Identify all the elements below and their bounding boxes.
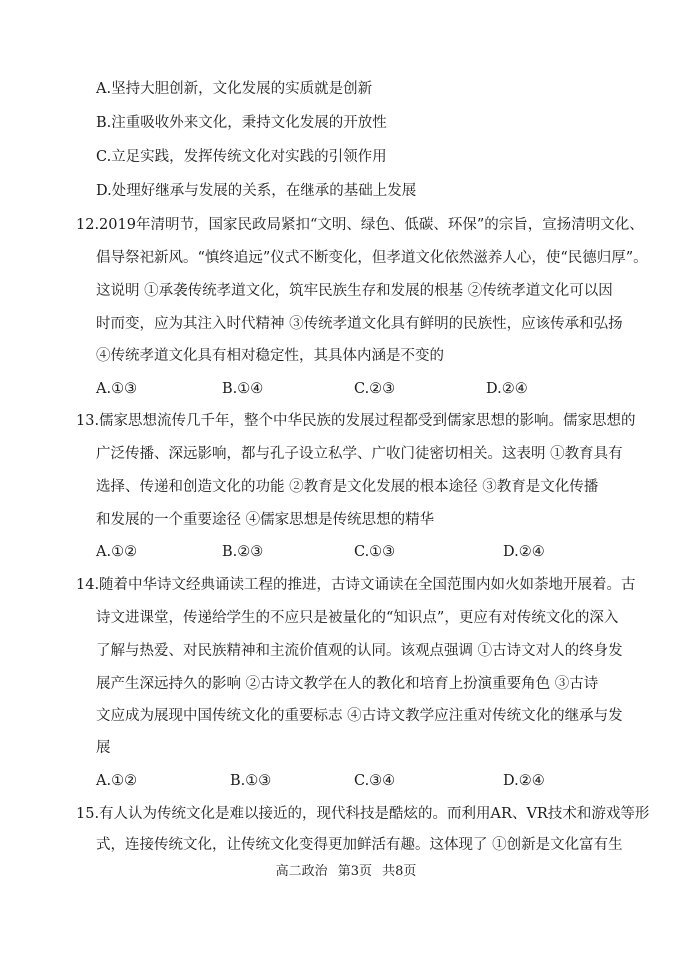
- q12-choice-b: B.①④: [222, 381, 264, 397]
- q13-stem-line: 选择、传递和创造文化的功能 ②教育是文化发展的根本途径 ③教育是文化传播: [96, 479, 599, 495]
- q12-stem-line: 这说明 ①承袭传统孝道文化，筑牢民族生存和发展的根基 ②传统孝道文化可以因: [96, 283, 613, 299]
- q11-option-a: A.坚持大胆创新，文化发展的实质就是创新: [96, 81, 373, 97]
- q12-stem-line: ④传统孝道文化具有相对稳定性，其具体内涵是不变的: [96, 348, 444, 364]
- q13-choice-a: A.①②: [96, 544, 138, 560]
- q13-choice-c: C.①③: [354, 544, 396, 560]
- q12-choice-d: D.②④: [486, 381, 528, 397]
- q14-stem-line: 文应成为展现中国传统文化的重要标志 ④古诗文教学应注重对传统文化的继承与发: [96, 708, 623, 724]
- q13-choice-d: D.②④: [503, 544, 545, 560]
- q13-choice-b: B.②③: [222, 544, 264, 560]
- q14-stem-line: 展产生深远持久的影响 ②古诗文教学在人的教化和培育上扮演重要角色 ③古诗: [96, 676, 599, 692]
- q11-option-b: B.注重吸收外来文化，秉持文化发展的开放性: [96, 115, 387, 131]
- q11-option-c: C.立足实践，发挥传统文化对实践的引领作用: [96, 149, 387, 165]
- q11-option-d: D.处理好继承与发展的关系，在继承的基础上发展: [96, 183, 417, 199]
- q14-choice-d: D.②④: [503, 773, 545, 789]
- q15-stem-line: 15.有人认为传统文化是难以接近的，现代科技是酷炫的。而利用AR、VR技术和游戏等形: [76, 806, 650, 822]
- q12-choice-a: A.①③: [96, 381, 138, 397]
- q12-stem-line: 时而变，应为其注入时代精神 ③传统孝道文化具有鲜明的民族性，应该传承和弘扬: [96, 316, 623, 332]
- q13-stem-line: 13.儒家思想流传几千年，整个中华民族的发展过程都受到儒家思想的影响。儒家思想的: [76, 413, 636, 429]
- q14-stem-line: 展: [96, 740, 111, 756]
- q14-stem-line: 14.随着中华诗文经典诵读工程的推进，古诗文诵读在全国范围内如火如荼地开展着。古: [76, 577, 636, 593]
- q12-choice-c: C.②③: [354, 381, 396, 397]
- q14-stem-line: 了解与热爱、对民族精神和主流价值观的认同。该观点强调 ①古诗文对人的终身发: [96, 643, 623, 659]
- q14-choice-b: B.①③: [230, 773, 272, 789]
- page-footer: 高二政治 第3页 共8页: [275, 864, 417, 879]
- q15-stem-line: 式，连接传统文化，让传统文化变得更加鲜活有趣。这体现了 ①创新是文化富有生: [96, 837, 623, 853]
- q14-choice-a: A.①②: [96, 773, 138, 789]
- q14-choice-c: C.③④: [354, 773, 396, 789]
- q12-stem-line: 12.2019年清明节，国家民政局紧扣“文明、绿色、低碳、环保”的宗旨，宣扬清明文化、: [76, 217, 644, 233]
- q13-stem-line: 和发展的一个重要途径 ④儒家思想是传统思想的精华: [96, 512, 435, 528]
- q14-stem-line: 诗文进课堂，传递给学生的不应只是被量化的“知识点”，更应有对传统文化的深入: [96, 610, 619, 626]
- q12-stem-line: 倡导祭祀新风。“慎终追远”仪式不断变化，但孝道文化依然滋养人心，使“民德归厚”。: [96, 250, 648, 266]
- q13-stem-line: 广泛传播、深远影响，都与孔子设立私学、广收门徒密切相关。这表明 ①教育具有: [96, 446, 623, 462]
